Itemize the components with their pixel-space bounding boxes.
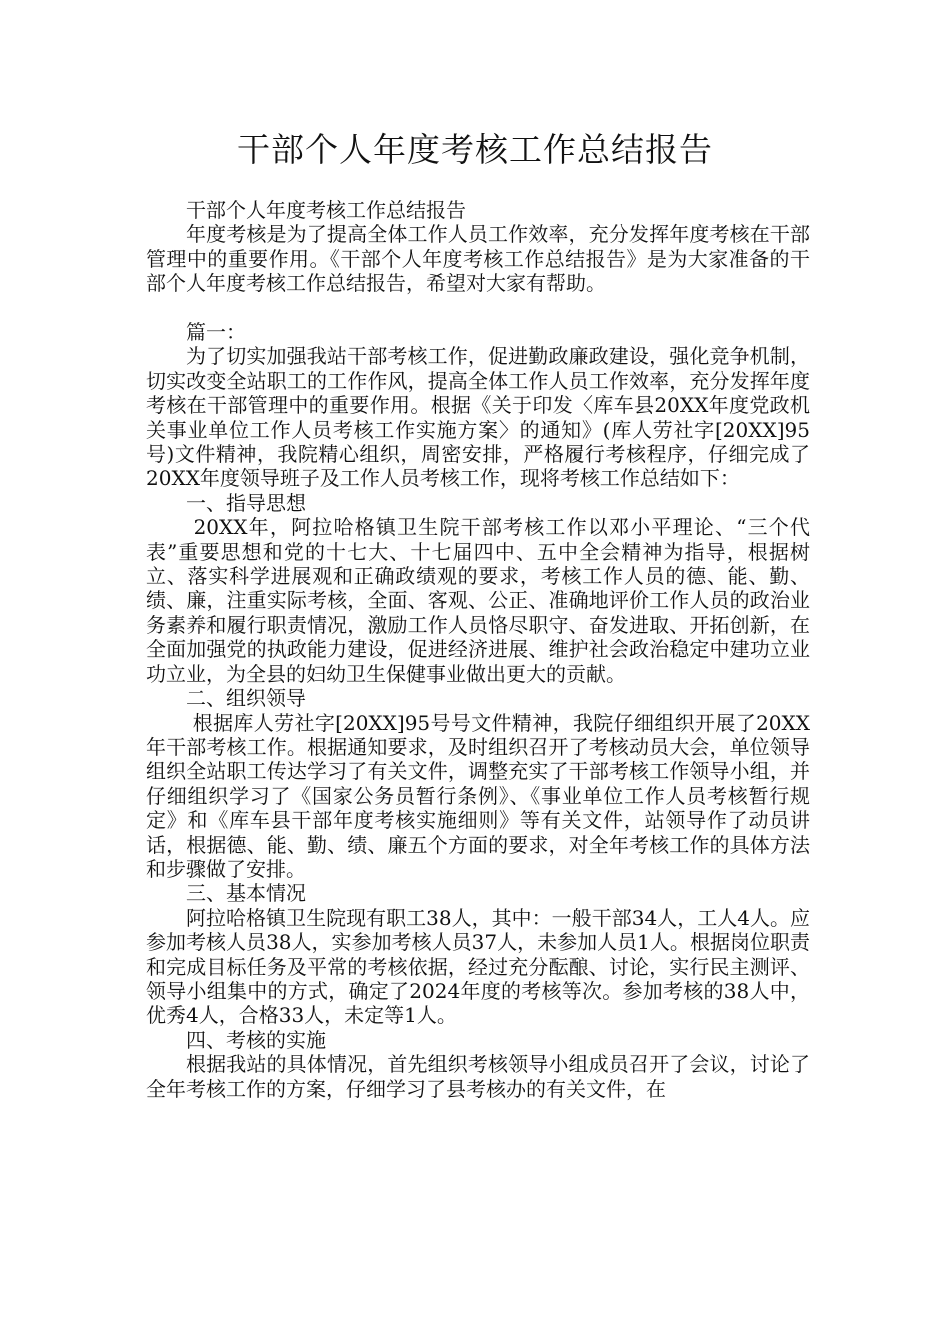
blank-line xyxy=(146,296,810,320)
body-paragraph: 20XX年，阿拉哈格镇卫生院干部考核工作以邓小平理论、“三个代表”重要思想和党的十七大、十七届四中、五中全会精神为指导，根据树立、落实科学进展观和正确政绩观的要求，考核工作人员的德、能、勤、绩、廉，注重实际考核，全面、客观、公正、准确地评价工作人员的政治业务素养和履行职责情况，激励工作人员恪尽职守、奋发进取、开拓创新，在全面加强党的执政能力建设，促进经济进展、维护社会政治稳定中建功立业功立业，为全县的妇幼卫生保健事业做出更大的贡献。 xyxy=(146,515,811,686)
section-heading: 三、基本情况 xyxy=(186,881,306,906)
document-body xyxy=(146,198,810,1101)
section-label: 篇一： xyxy=(186,320,246,345)
section-heading: 四、考核的实施 xyxy=(186,1027,326,1052)
body-paragraph: 阿拉哈格镇卫生院现有职工38人，其中：一般干部34人，工人4人。应参加考核人员38人，实参加考核人员37人，未参加人员1人。根据岗位职责和完成目标任务及平常的考核依据，经过充分酝酿、讨论，实行民主测评、领导小组集中的方式，确定了2024年度的考核等次。参加考核的38人中，优秀4人，合格33人，未定等1人。 xyxy=(146,905,810,1028)
subtitle-paragraph: 干部个人年度考核工作总结报告 xyxy=(186,198,466,222)
body-paragraph: 根据库人劳社字[20XX]95号号文件精神，我院仔细组织开展了20XX年干部考核工作。根据通知要求，及时组织召开了考核动员大会，单位领导组织全站职工传达学习了有关文件，调整充实了干部考核工作领导小组，并仔细组织学习了《国家公务员暂行条例》、《事业单位工作人员考核暂行规定》和《库车县干部年度考核实施细则》等有关文件，站领导作了动员讲话，根据德、能、勤、绩、廉五个方面的要求，对全年考核工作的具体方法和步骤做了安排。 xyxy=(146,710,811,881)
section-heading: 一、指导思想 xyxy=(186,490,306,515)
section-heading: 二、组织领导 xyxy=(186,686,306,711)
document-title: 干部个人年度考核工作总结报告 xyxy=(237,130,713,169)
intro-paragraph: 年度考核是为了提高全体工作人员工作效率，充分发挥年度考核在干部管理中的重要作用。《干部个人年度考核工作总结报告》是为大家准备的干部个人年度考核工作总结报告，希望对大家有帮助。 xyxy=(146,222,810,296)
body-paragraph: 根据我站的具体情况，首先组织考核领导小组成员召开了会议，讨论了全年考核工作的方案，仔细学习了县考核办的有关文件，在 xyxy=(146,1052,810,1101)
body-paragraph: 为了切实加强我站干部考核工作，促进勤政廉政建设，强化竞争机制，切实改变全站职工的工作作风，提高全体工作人员工作效率，充分发挥年度考核在干部管理中的重要作用。根据《关于印发〈库车县20XX年度党政机关事业单位工作人员考核工作实施方案〉的通知》(库人劳社字[20XX]95号)文件精神，我院精心组织，周密安排，严格履行考核程序，仔细完成了20XX年度领导班子及工作人员考核工作，现将考核工作总结如下： xyxy=(146,344,810,491)
